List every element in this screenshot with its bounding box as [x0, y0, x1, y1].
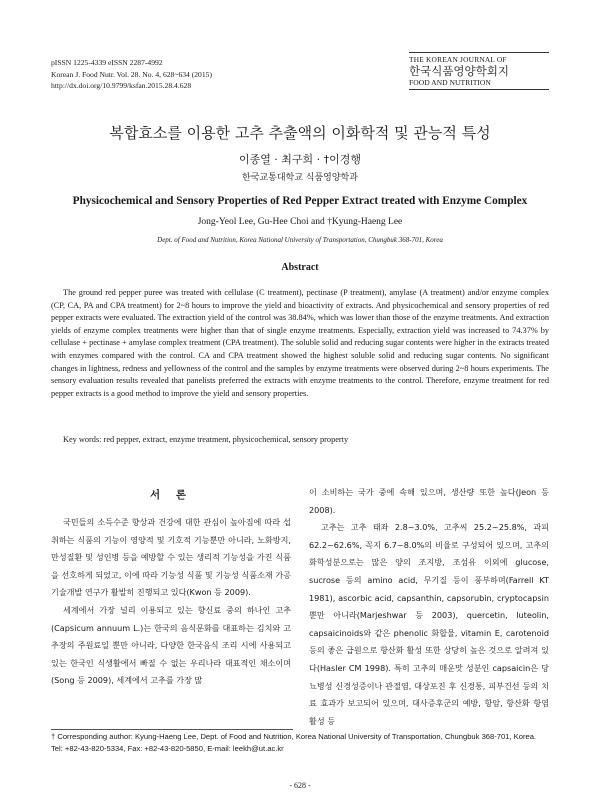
abstract-heading: Abstract — [281, 262, 319, 273]
page-number: - 628 - — [289, 781, 311, 790]
publication-meta — [51, 57, 212, 92]
journal-name-ko: 한국식품영양학회지 — [409, 64, 509, 78]
body-column-right — [309, 484, 549, 730]
section-heading-introduction: 서 론 — [150, 489, 192, 501]
affiliation-english: Dept. of Food and Nutrition, Korea National University of Transportation, Chungbuk 368-701, Korea — [157, 236, 443, 244]
abstract-body: The ground red pepper puree was treated with cellulase (C treatment), pectinase (P treatment), amylase (A treatment) and/or enzyme complex (CP, CA, PA and CPA treatment) for 2~8 hours to improve the yield and bioactivity of extracts. And physicochemical and sensory properties of red pepper extracts were evaluated. The extraction yield of the control was 38.84%, which was lower than those of the enzyme treatments. And extraction yields of enzyme complex treatments were higher than that of single enzyme treatments. Especially, extraction yield was increased to 74.37% by cellulase + pectinase + amylase complex treatment (CPA treatment). The soluble solid and reducing sugar contents were higher in the extracts treated with enzymes compared with the control. CA and CPA treatment showed the highest soluble solid and reducing sugar contents. No significant changes in lightness, redness and yellowness of the control and the samples by enzyme treatments were observed during 2~8 hours experiments. The sensory evaluation results revealed that panelists preferred the extracts with enzyme treatments to the control. Therefore, enzyme treatment for red pepper extracts is a good method to improve the yield and sensory properties. — [51, 288, 549, 398]
title-korean: 복합효소를 이용한 고추 추출액의 이화학적 및 관능적 특성 — [109, 124, 491, 142]
intro-paragraph-1: 국민들의 소득수준 향상과 건강에 대한 관심이 높아짐에 따라 섭취하는 식품의 기능이 영양적 및 기호적 기능뿐만 아니라, 노화방지, 만성질환 및 성인병 등을 예방할 수 있는 생리적 기능성을 가진 식품을 선호하게 되었고, 이에 따라 기능성 식품 및 기능성 식품소재 가공기술개발 연구가 활발히 진행되고 있다(Kwon 등 2009). — [51, 517, 291, 598]
journal-name-en-top: THE KOREAN JOURNAL OF — [409, 52, 549, 64]
journal-name-en-bottom: FOOD AND NUTRITION — [409, 78, 549, 90]
doi-link[interactable]: http://dx.doi.org/10.9799/ksfan.2015.28.4.628 — [51, 81, 192, 90]
authors-korean: 이종열 · 최구희 · †이경행 — [238, 153, 362, 166]
journal-logo — [409, 52, 549, 90]
issn-line: pISSN 1225-4339 eISSN 2287-4992 — [51, 58, 163, 67]
title-english: Physicochemical and Sensory Properties of Red Pepper Extract treated with Enzyme Complex — [72, 195, 528, 207]
keywords: Key words: red pepper, extract, enzyme treatment, physicochemical, sensory property — [63, 435, 349, 444]
intro-paragraph-2: 세계에서 가장 널리 이용되고 있는 향신료 중의 하나인 고추(Capsicum annuum L.)는 한국의 음식문화를 대표하는 김치와 고추장의 주원료일 뿐만 아니라, 다양한 한국음식 조리 시에 사용되고 있는 한국인 식생활에서 빠질 수 없는 우리나라 대표적인 채소이며(Song 등 2009), 세계에서 고추를 가장 많 — [51, 604, 291, 686]
intro-paragraph-3: 고추는 고추 태좌 2.8~3.0%, 고추씨 25.2~25.8%, 과피 62.2~62.6%, 꼭지 6.7~8.0%의 비율로 구성되어 있으며, 고추의 화학성분으로는 많은 양의 조지방, 조섬유 이외에 glucose, sucrose 등의 amino acid, 무기질 등이 풍부하며(Farrell KT 1981), ascorbic acid, capsanthin, capsorubin, cryptocapsin 뿐만 아니라(Marjeshwar 등 2003), quercetin, luteolin, capsaicinoids와 같은 phenolic 화합물, vitamin E, carotenoid 등의 좋은 급원으로 항산화 활성 또한 상당히 높은 것으로 알려져 있다(Hasler CM 1998). 특히 고추의 매운맛 성분인 capsaicin은 당뇨병성 신경성증이나 관절염, 대상포진 후 신경통, 피부건선 등의 치료 효과가 보고되어 있으며, 대사증후군의 예방, 항암, 항산화 항염 활성 등 — [309, 522, 549, 726]
citation-line: Korean J. Food Nutr. Vol. 28. No. 4, 628~634 (2015) — [51, 69, 212, 79]
footnote-divider — [51, 729, 293, 730]
corresponding-author-footnote: † Corresponding author: Kyung-Haeng Lee, Dept. of Food and Nutrition, Korea National University of Transportation, Chungbuk 368-701, Korea. Tel: +82-43-820-5334, Fax: +82-43-820-5850, E-mail: leekh@ut.ac.kr — [51, 732, 537, 753]
body-column-left — [51, 484, 291, 690]
intro-paragraph-2-continued: 이 소비하는 국가 중에 속해 있으며, 생산량 또한 높다(Jeon 등 2008). — [309, 487, 549, 515]
authors-english: Jong-Yeol Lee, Gu-Hee Choi and †Kyung-Haeng Lee — [197, 217, 403, 227]
affiliation-korean: 한국교통대학교 식품영양학과 — [242, 173, 358, 183]
